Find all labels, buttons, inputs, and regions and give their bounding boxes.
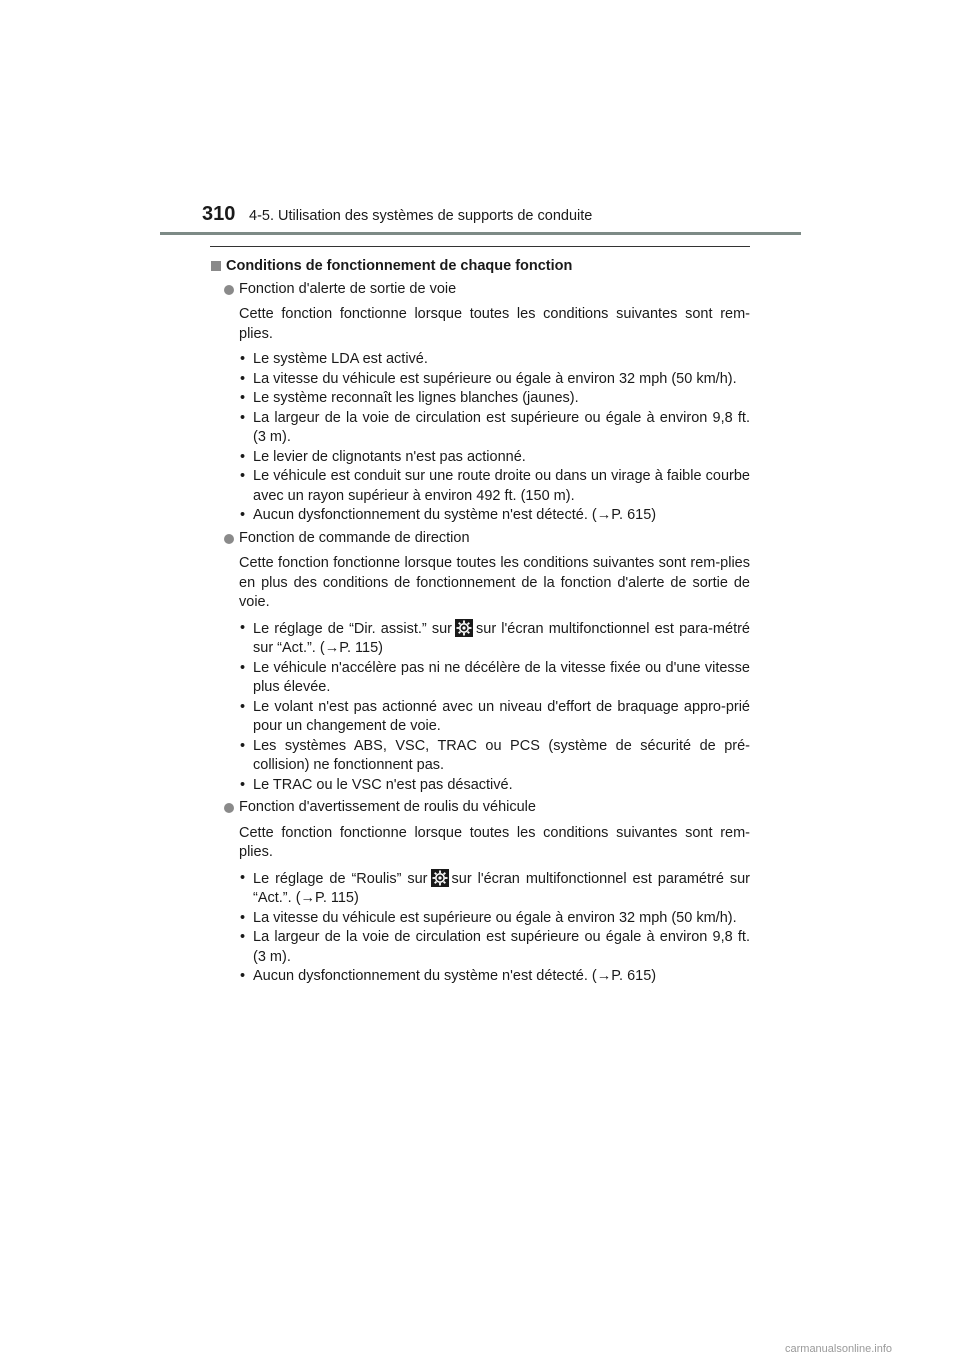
list-item: • Le réglage de “Dir. assist.” sur sur l'écran multifonctionnel est para-métré sur “Act.”. (→P. 115) (240, 619, 750, 656)
list-item: • Aucun dysfonctionnement du système n'est détecté. (→P. 615) (239, 506, 750, 526)
bullet: • (240, 869, 246, 886)
list-item: • Le système LDA est activé. (239, 350, 750, 370)
list-item: • La largeur de la voie de circulation est supérieure ou égale à environ 9,8 ft. (3 m). (240, 929, 750, 965)
bullet: • (240, 448, 246, 465)
list-item: • La vitesse du véhicule est supérieure ou égale à environ 32 mph (50 km/h). (239, 909, 750, 929)
bullet: • (240, 351, 246, 367)
watermark-link[interactable]: carmanualsonline.info (785, 1343, 893, 1355)
section-sway-list (239, 869, 750, 987)
section-lda-intro: Cette fonction fonctionne lorsque toutes les conditions suivantes sont rem-plies. (239, 306, 750, 342)
bullet: • (240, 507, 246, 523)
bullet: • (240, 909, 246, 926)
list-item: • Les systèmes ABS, VSC, TRAC ou PCS (système de sécurité de pré-collision) ne fonctionnent pas. (240, 737, 750, 773)
bullet: • (240, 390, 246, 406)
content (210, 257, 750, 987)
conditions-heading (210, 257, 750, 277)
section-sway-intro: Cette fonction fonctionne lorsque toutes les conditions suivantes sont rem-plies. (239, 824, 750, 860)
list-item: • La vitesse du véhicule est supérieure ou égale à environ 32 mph (50 km/h). (239, 370, 750, 390)
list-item: • Le véhicule est conduit sur une route droite ou dans un virage à faible courbe avec un rayon supérieur à environ 492 ft. (150 m). (240, 468, 750, 504)
bullet: • (240, 370, 246, 387)
circle-bullet-icon (224, 534, 234, 544)
circle-bullet-icon (224, 285, 234, 295)
content-rule (210, 246, 750, 247)
section-sway-title: Fonction d'avertissement de roulis du véhicule (210, 798, 750, 818)
list-item: • Le levier de clignotants n'est pas actionné. (239, 448, 750, 468)
bullet: • (240, 737, 246, 754)
bullet: • (240, 776, 246, 793)
settings-gear-icon (431, 869, 449, 887)
page-header (0, 0, 960, 240)
list-item: • Le TRAC ou le VSC n'est pas désactivé. (239, 776, 750, 796)
bullet: • (240, 698, 246, 715)
section-title: 4-5. Utilisation des systèmes de supports de conduite (249, 208, 593, 224)
list-item: • La largeur de la voie de circulation est supérieure ou égale à environ 9,8 ft. (3 m). (240, 409, 750, 445)
heading-text: Conditions de fonctionnement de chaque fonction (226, 258, 573, 274)
header-rule (160, 232, 801, 235)
section-steering-intro: Cette fonction fonctionne lorsque toutes les conditions suivantes sont rem-plies en plus des conditions de fonctionnement de la fonction d'alerte de sortie de voie. (239, 555, 750, 610)
section-lda-title: Fonction d'alerte de sortie de voie (210, 280, 750, 300)
list-item: • Le véhicule n'accélère pas ni ne décélère de la vitesse fixée ou d'une vitesse plus élevée. (240, 659, 750, 695)
bullet: • (240, 929, 246, 945)
section-steering-list (239, 619, 750, 796)
section-steering-title: Fonction de commande de direction (210, 529, 750, 549)
bullet: • (240, 409, 246, 426)
bullet: • (240, 468, 246, 484)
settings-gear-icon (455, 619, 473, 637)
bullet: • (240, 968, 246, 984)
list-item: • Le système reconnaît les lignes blanches (jaunes). (239, 389, 750, 409)
list-item: • Le réglage de “Roulis” sur sur l'écran multifonctionnel est paramétré sur “Act.”. (→P. 115) (240, 869, 750, 906)
list-item: • Aucun dysfonctionnement du système n'est détecté. (→P. 615) (239, 967, 750, 987)
bullet: • (240, 659, 246, 676)
square-bullet-icon (211, 261, 221, 271)
circle-bullet-icon (224, 803, 234, 813)
section-lda-list (239, 350, 750, 526)
bullet: • (240, 619, 246, 636)
list-item: • Le volant n'est pas actionné avec un niveau d'effort de braquage appro-prié pour un changement de voie. (240, 698, 750, 734)
page-number: 310 (202, 203, 236, 225)
